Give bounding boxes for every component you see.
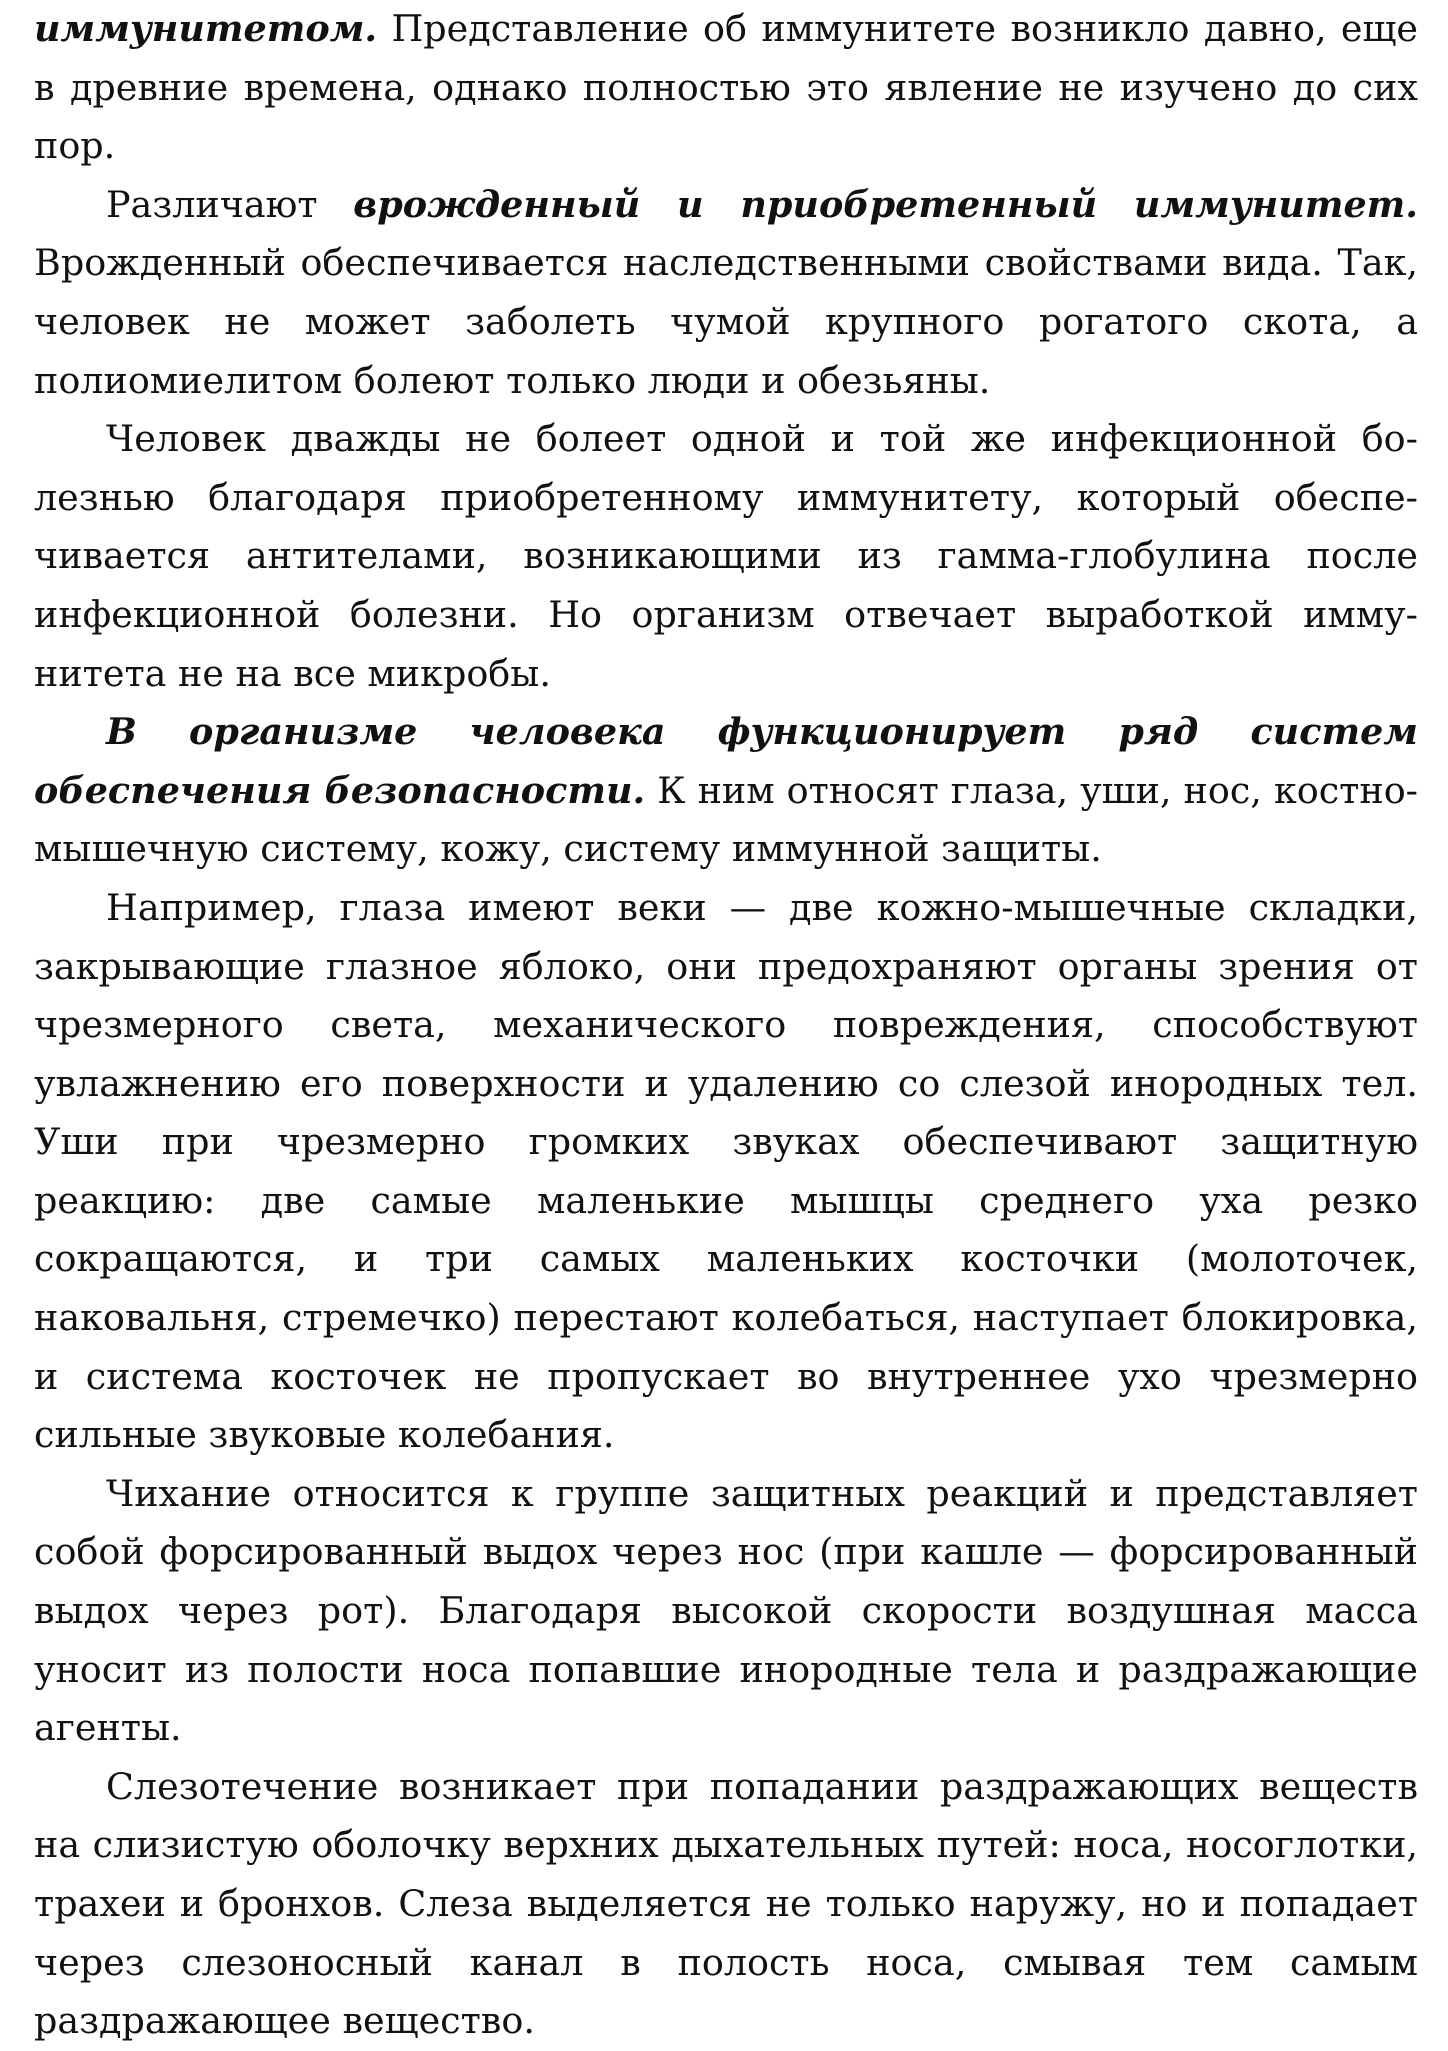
paragraph-safety-systems — [34, 703, 1418, 879]
bold-italic-term: В организме человека функционирует ряд систем обеспечения безопасности. — [34, 710, 1418, 812]
body-text: Слезотечение возникает при попадании раздражающих веществ на слизистую оболочку верхних дыхательных путей: носа, носоглотки, трахеи и бронхов. Слеза выделяется не только наружу, но и попадает через слезоносный канал в полость носа, смывая тем самым раздражающее вещество. — [34, 1764, 1418, 2043]
body-text: Врожденный обеспечивается наследственными свойствами вида. Так, человек не может заболеть чумой крупного рогатого скота, а полиомиелитом болеют только люди и обезьяны. — [34, 241, 1418, 402]
paragraph-innate-acquired — [34, 176, 1418, 410]
paragraph-acquired-immunity — [34, 410, 1418, 703]
paragraph-lacrimation — [34, 1758, 1418, 2051]
body-text: Чихание относится к группе защитных реакций и представляет собой форсированный выдох через нос (при кашле — форсированный выдох через рот). Благодаря высокой скорости воздушная масса уносит из полости носа попавшие инородные тела и раздражающие агенты. — [34, 1471, 1418, 1750]
body-text: Различают — [106, 182, 354, 226]
body-text: Например, глаза имеют веки — две кожно-мышечные складки, закрывающие глазное яблоко, они предохраняют органы зрения от чрезмерного света, механического повреждения, способствуют увлажнению его поверхности и удалению со слезой инородных тел. Уши при чрезмерно громких звуках обеспечивают защитную реакцию: две самые маленькие мышцы среднего уха резко сокращаются, и три самых маленьких косточки (молоточек, наковальня, стремечко) перестают колебаться, наступает блокировка, и система косточек не пропускает во внутреннее ухо чрезмерно сильные звуковые колебания. — [34, 885, 1418, 1457]
paragraph-sneezing — [34, 1465, 1418, 1758]
paragraph-eyes-ears — [34, 879, 1418, 1465]
bold-italic-term: врожденный и приобретенный иммунитет. — [353, 182, 1418, 226]
body-text: Представление об иммунитете возникло давно, еще в древние времена, однако полностью это явление не изучено до сих пор. — [34, 7, 1418, 168]
bold-italic-term: иммунитетом. — [34, 7, 378, 50]
body-text: Человек дважды не болеет одной и той же инфекционной болезнью благодаря приобретенному иммунитету, который обеспечивается антителами, возникающими из гамма-глобулина после инфекционной болезни. Но организм отвечает выработкой иммунитета не на все микробы. — [34, 417, 1418, 695]
body-text: К ним относят глаза, уши, нос, костно-мышечную систему, кожу, систему иммунной защиты. — [34, 768, 1418, 871]
paragraph-immunity-intro — [34, 0, 1418, 176]
